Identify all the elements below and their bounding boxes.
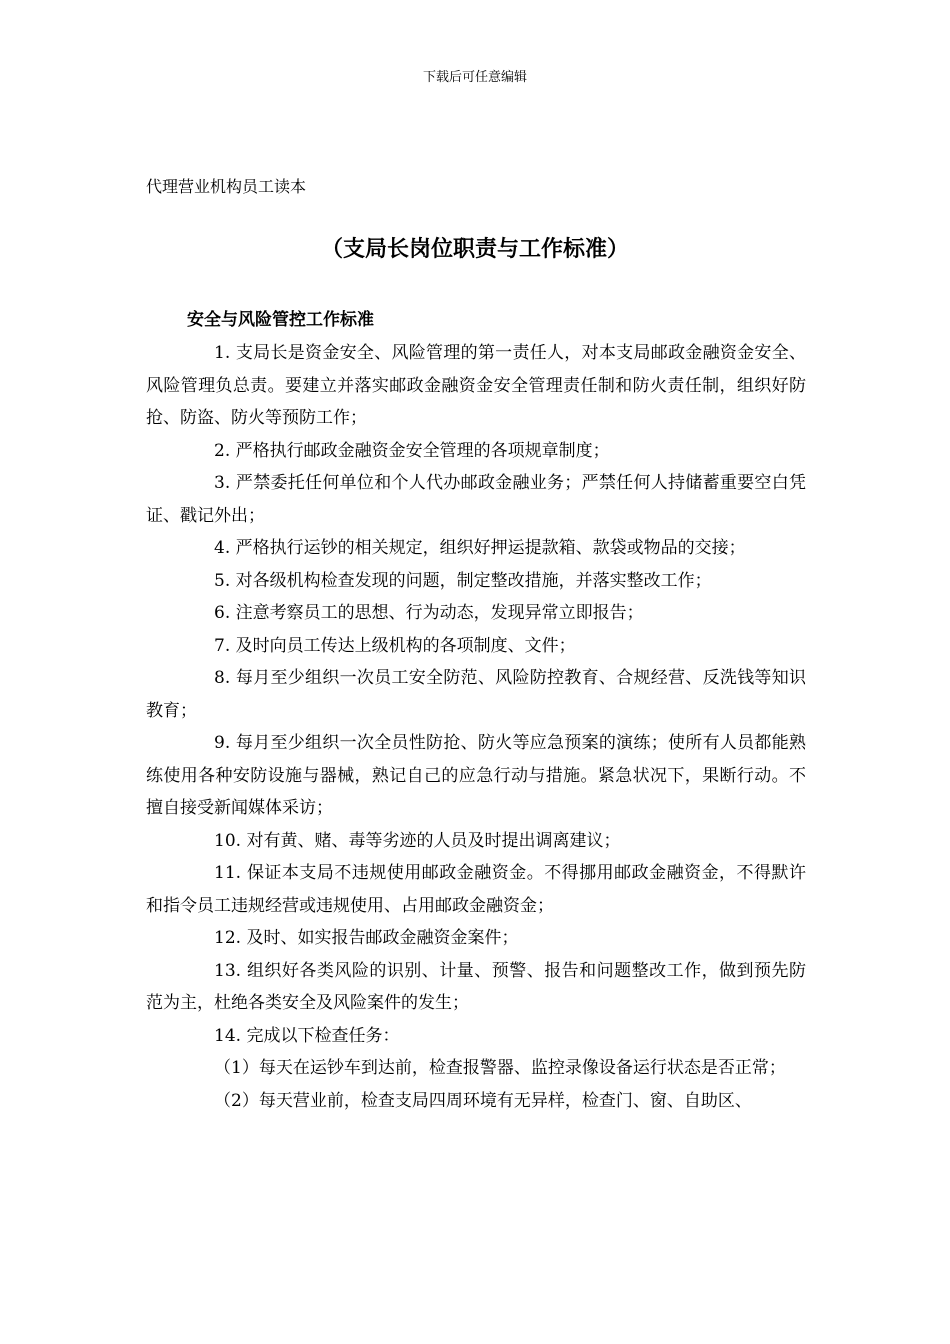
reader-label: 代理营业机构员工读本: [146, 177, 307, 196]
paragraph-8: [146, 662, 806, 727]
section-heading: 安全与风险管控工作标准: [187, 310, 374, 330]
sub-item-text: 每天在运钞车到达前，检查报警器、监控录像设备运行状态是否正常；: [258, 1058, 786, 1078]
paragraph-10: [146, 825, 806, 858]
paragraph-text: 支局长是资金安全、风险管理的第一责任人，对本支局邮政金融资金安全、风险管理负总责。要建立并落实邮政金融资金安全管理责任制和防火责任制，组织好防抢、防盗、防火等预防工作；: [146, 343, 806, 428]
paragraph-12: [146, 922, 806, 955]
paragraph-number: 6.: [214, 603, 231, 623]
paragraph-text: 严禁委托任何单位和个人代办邮政金融业务；严禁任何人持储蓄重要空白凭证、戳记外出；: [146, 473, 806, 526]
paragraph-3: [146, 467, 806, 532]
paragraph-text: 对有黄、赌、毒等劣迹的人员及时提出调离建议；: [246, 830, 621, 851]
paragraph-text: 完成以下检查任务：: [246, 1025, 400, 1046]
sub-item-1: [146, 1052, 806, 1085]
paragraph-6: [146, 597, 806, 630]
paragraph-4: [146, 532, 806, 565]
sub-item-number: （2）: [214, 1090, 259, 1111]
paragraph-text: 及时向员工传达上级机构的各项制度、文件；: [235, 635, 576, 656]
paragraph-number: 3.: [214, 473, 231, 493]
paragraph-text: 注意考察员工的思想、行为动态，发现异常立即报告；: [235, 603, 644, 623]
paragraph-number: 12.: [214, 928, 242, 948]
sub-item-2: [146, 1085, 806, 1118]
paragraph-text: 严格执行运钞的相关规定，组织好押运提款箱、款袋或物品的交接；: [235, 538, 746, 558]
paragraph-11: [146, 857, 806, 922]
paragraph-14: [146, 1020, 806, 1053]
paragraph-text: 严格执行邮政金融资金安全管理的各项规章制度；: [235, 440, 610, 461]
paragraph-5: [146, 565, 806, 598]
paragraph-text: 对各级机构检查发现的问题，制定整改措施，并落实整改工作；: [235, 570, 712, 591]
document-title: （支局长岗位职责与工作标准）: [320, 237, 629, 262]
sub-item-text: 每天营业前，检查支局四周环境有无异样，检查门、窗、自助区、: [258, 1090, 752, 1111]
paragraph-9: [146, 727, 806, 825]
paragraph-2: [146, 435, 806, 468]
paragraph-number: 2.: [214, 440, 231, 461]
paragraph-text: 每月至少组织一次全员性防抢、防火等应急预案的演练；使所有人员都能熟练使用各种安防设施与器械，熟记自己的应急行动与措施。紧急状况下，果断行动。不擅自接受新闻媒体采访；: [146, 733, 806, 818]
paragraph-number: 5.: [214, 570, 231, 591]
paragraph-number: 1.: [214, 343, 231, 363]
sub-item-number: （1）: [214, 1058, 259, 1078]
paragraph-number: 14.: [214, 1025, 242, 1046]
paragraph-text: 组织好各类风险的识别、计量、预警、报告和问题整改工作，做到预先防范为主，杜绝各类安全及风险案件的发生；: [146, 960, 806, 1013]
paragraph-7: [146, 630, 806, 663]
paragraph-text: 保证本支局不违规使用邮政金融资金。不得挪用邮政金融资金，不得默许和指令员工违规经营或违规使用、占用邮政金融资金；: [146, 863, 806, 916]
paragraph-text: 及时、如实报告邮政金融资金案件；: [246, 928, 519, 948]
document-body: [146, 337, 806, 1117]
paragraph-number: 8.: [214, 668, 231, 688]
paragraph-number: 10.: [214, 830, 242, 851]
paragraph-13: [146, 955, 806, 1020]
paragraph-text: 每月至少组织一次员工安全防范、风险防控教育、合规经营、反洗钱等知识教育；: [146, 668, 806, 721]
paragraph-number: 11.: [214, 863, 242, 883]
header-note: 下载后可任意编辑: [422, 70, 527, 85]
paragraph-number: 7.: [214, 635, 231, 656]
paragraph-number: 9.: [214, 733, 231, 753]
paragraph-1: [146, 337, 806, 435]
paragraph-number: 13.: [214, 960, 242, 981]
paragraph-number: 4.: [214, 538, 231, 558]
